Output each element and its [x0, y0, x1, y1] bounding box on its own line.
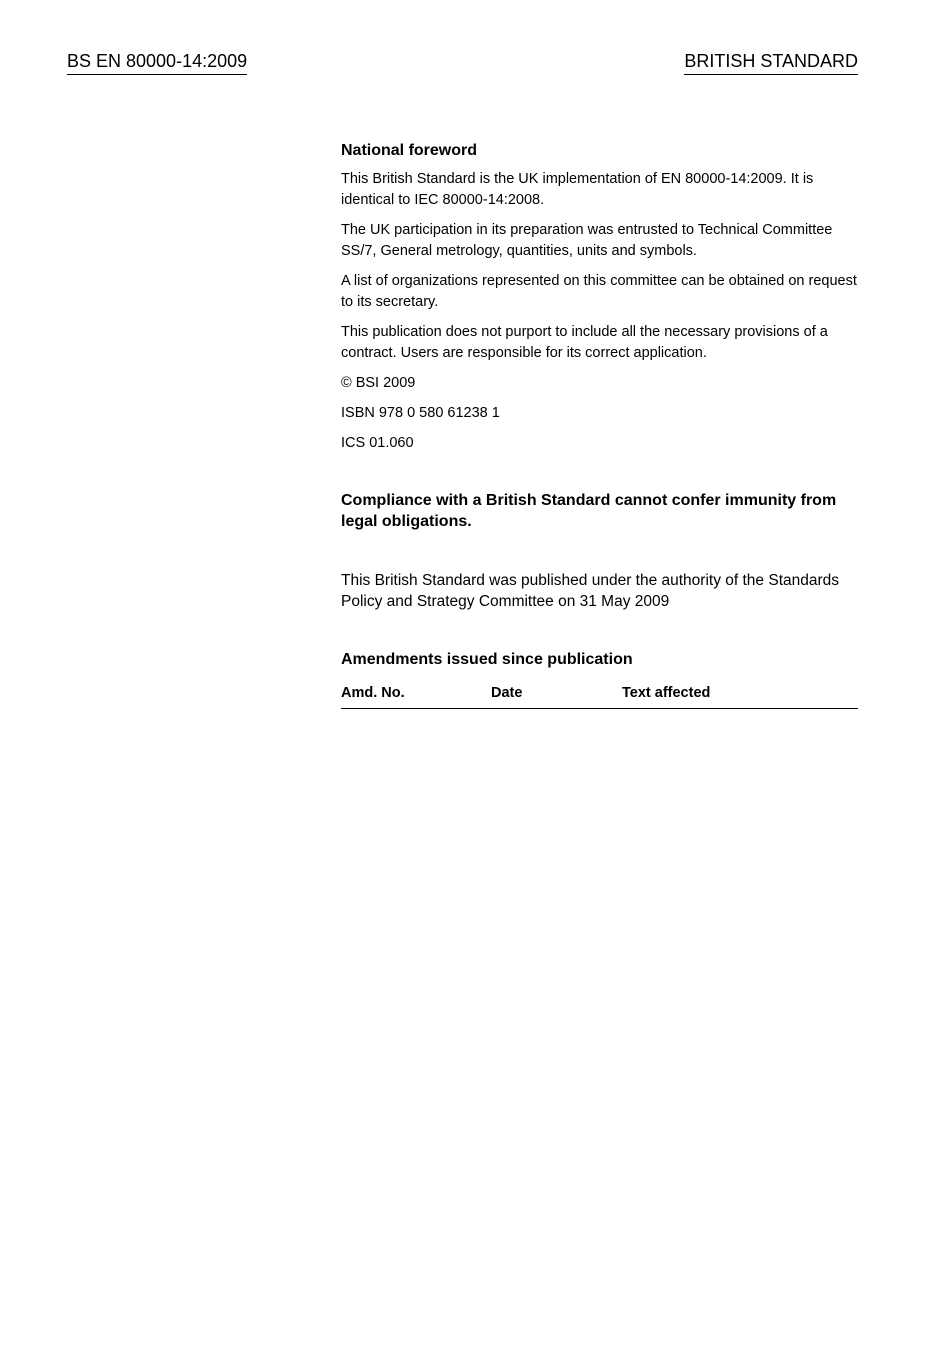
column-header-date: Date	[491, 685, 523, 701]
column-header-text-affected: Text affected	[622, 685, 711, 701]
foreword-paragraph-implementation: This British Standard is the UK implementation of EN 80000-14:2009. It is identical to IEC 80000-14:2008.	[341, 171, 814, 208]
column-header-amd-no: Amd. No.	[341, 685, 405, 701]
document-number: BS EN 80000-14:2009	[67, 49, 247, 75]
compliance-notice: Compliance with a British Standard cannot confer immunity from legal obligations.	[341, 492, 837, 530]
amendments-title: Amendments issued since publication	[341, 651, 633, 668]
document-type: BRITISH STANDARD	[684, 49, 858, 75]
foreword-paragraph-committee: The UK participation in its preparation was entrusted to Technical Committee SS/7, General metrology, quantities, units and symbols.	[341, 222, 833, 259]
foreword-title: National foreword	[341, 142, 478, 159]
ics-line: ICS 01.060	[341, 435, 414, 451]
amendments-table-header	[341, 683, 858, 709]
isbn-line: ISBN 978 0 580 61238 1	[341, 405, 500, 421]
foreword-paragraph-provisions: This publication does not purport to include all the necessary provisions of a contract. Users are responsible for its correct application.	[341, 324, 828, 361]
foreword-paragraph-organizations: A list of organizations represented on this committee can be obtained on request to its secretary.	[341, 273, 857, 310]
main-content	[341, 140, 858, 709]
copyright-line: © BSI 2009	[341, 375, 416, 391]
publication-statement: This British Standard was published under the authority of the Standards Policy and Strategy Committee on 31 May 2009	[341, 572, 840, 610]
